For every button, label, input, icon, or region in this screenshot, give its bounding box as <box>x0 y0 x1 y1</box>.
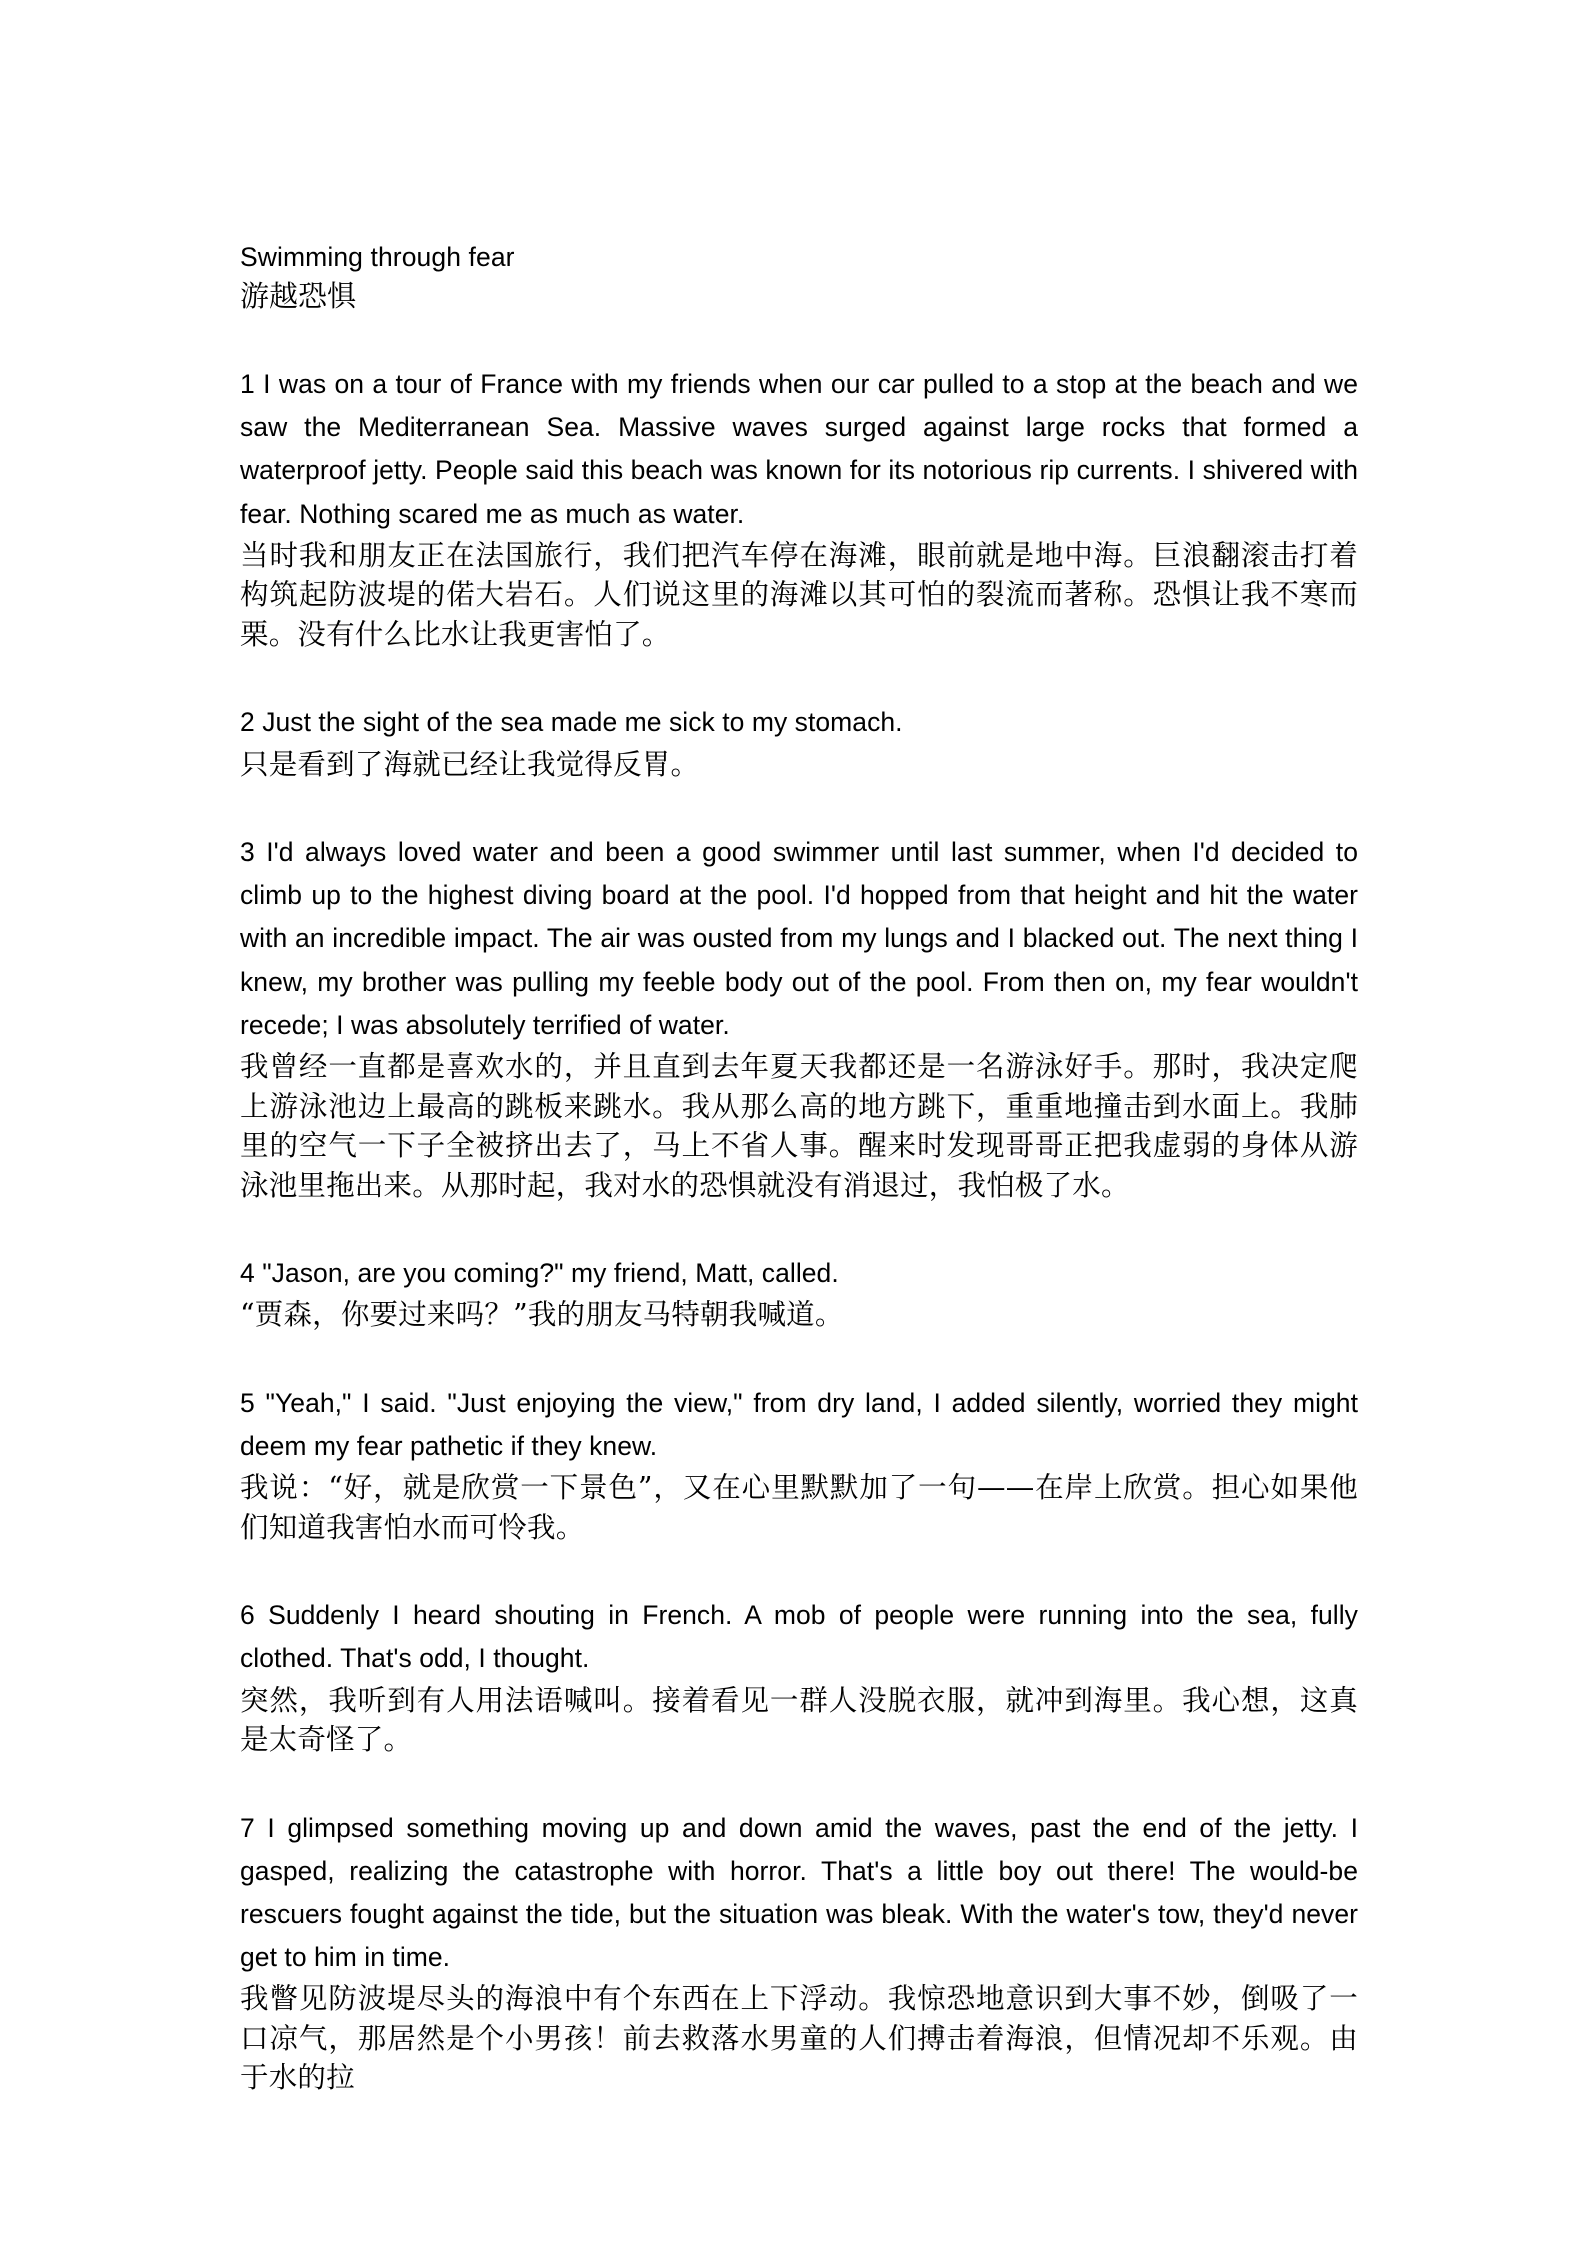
paragraph-english-5: 5 "Yeah," I said. "Just enjoying the view," from dry land, I added silently, worried they might deem my fear pathetic if they knew. <box>240 1387 1358 1461</box>
document-title-chinese: 游越恐惧 <box>240 279 357 313</box>
paragraph-chinese-6: 突然，我听到有人用法语喊叫。接着看见一群人没脱衣服，就冲到海里。我心想，这真是太奇怪了。 <box>240 1683 1358 1757</box>
paragraph-chinese-1: 当时我和朋友正在法国旅行，我们把汽车停在海滩，眼前就是地中海。巨浪翻滚击打着构筑起防波堤的偌大岩石。人们说这里的海滩以其可怕的裂流而著称。恐惧让我不寒而栗。没有什么比水让我更害怕了。 <box>240 538 1358 651</box>
paragraph-chinese-2: 只是看到了海就已经让我觉得反胃。 <box>240 747 700 781</box>
paragraph-english-6: 6 Suddenly I heard shouting in French. A mob of people were running into the sea, fully clothed. That's odd, I thought. <box>240 1600 1358 1674</box>
paragraph-english-3: 3 I'd always loved water and been a good swimmer until last summer, when I'd decided to climb up to the highest diving board at the pool. I'd hopped from that height and hit the water with an incredible impact. The air was ousted from my lungs and I blacked out. The next thing I knew, my brother was pulling my feeble body out of the pool. From then on, my fear wouldn't recede; I was absolutely terrified of water. <box>240 837 1358 1040</box>
paragraph-english-4: 4 "Jason, are you coming?" my friend, Matt, called. <box>240 1258 839 1289</box>
paragraph-block-6 <box>240 1594 1358 1759</box>
paragraph-block-7 <box>240 1807 1358 2098</box>
document-title-block <box>240 238 1358 316</box>
paragraph-english-7: 7 I glimpsed something moving up and down amid the waves, past the end of the jetty. I gasped, realizing the catastrophe with horror. That's a little boy out there! The would-be rescuers fought against the tide, but the situation was bleak. With the water's tow, they'd never get to him in time. <box>240 1812 1358 1973</box>
paragraph-chinese-4: “贾森，你要过来吗？”我的朋友马特朝我喊道。 <box>240 1298 844 1332</box>
paragraph-block-3 <box>240 831 1358 1205</box>
document-content <box>240 238 1358 2098</box>
document-title-english: Swimming through fear <box>240 242 515 272</box>
paragraph-chinese-5: 我说：“好，就是欣赏一下景色”，又在心里默默加了一句——在岸上欣赏。担心如果他们知道我害怕水而可怜我。 <box>240 1471 1358 1544</box>
paragraph-block-4 <box>240 1252 1358 1335</box>
paragraph-english-1: 1 I was on a tour of France with my friends when our car pulled to a stop at the beach and we saw the Mediterranean Sea. Massive waves surged against large rocks that formed a waterproof jetty. People said this beach was known for its notorious rip currents. I shivered with fear. Nothing scared me as much as water. <box>240 369 1358 529</box>
paragraph-english-2: 2 Just the sight of the sea made me sick to my stomach. <box>240 707 903 738</box>
paragraph-chinese-3: 我曾经一直都是喜欢水的，并且直到去年夏天我都还是一名游泳好手。那时，我决定爬上游泳池边上最高的跳板来跳水。我从那么高的地方跳下，重重地撞击到水面上。我肺里的空气一下子全被挤出去了，马上不省人事。醒来时发现哥哥正把我虚弱的身体从游泳池里拖出来。从那时起，我对水的恐惧就没有消退过，我怕极了水。 <box>240 1050 1358 1202</box>
paragraph-block-2 <box>240 701 1358 784</box>
paragraph-block-5 <box>240 1382 1358 1547</box>
paragraph-block-1 <box>240 363 1358 654</box>
paragraph-chinese-7: 我瞥见防波堤尽头的海浪中有个东西在上下浮动。我惊恐地意识到大事不妙，倒吸了一口凉气，那居然是个小男孩！前去救落水男童的人们搏击着海浪，但情况却不乐观。由于水的拉 <box>240 1982 1358 2095</box>
